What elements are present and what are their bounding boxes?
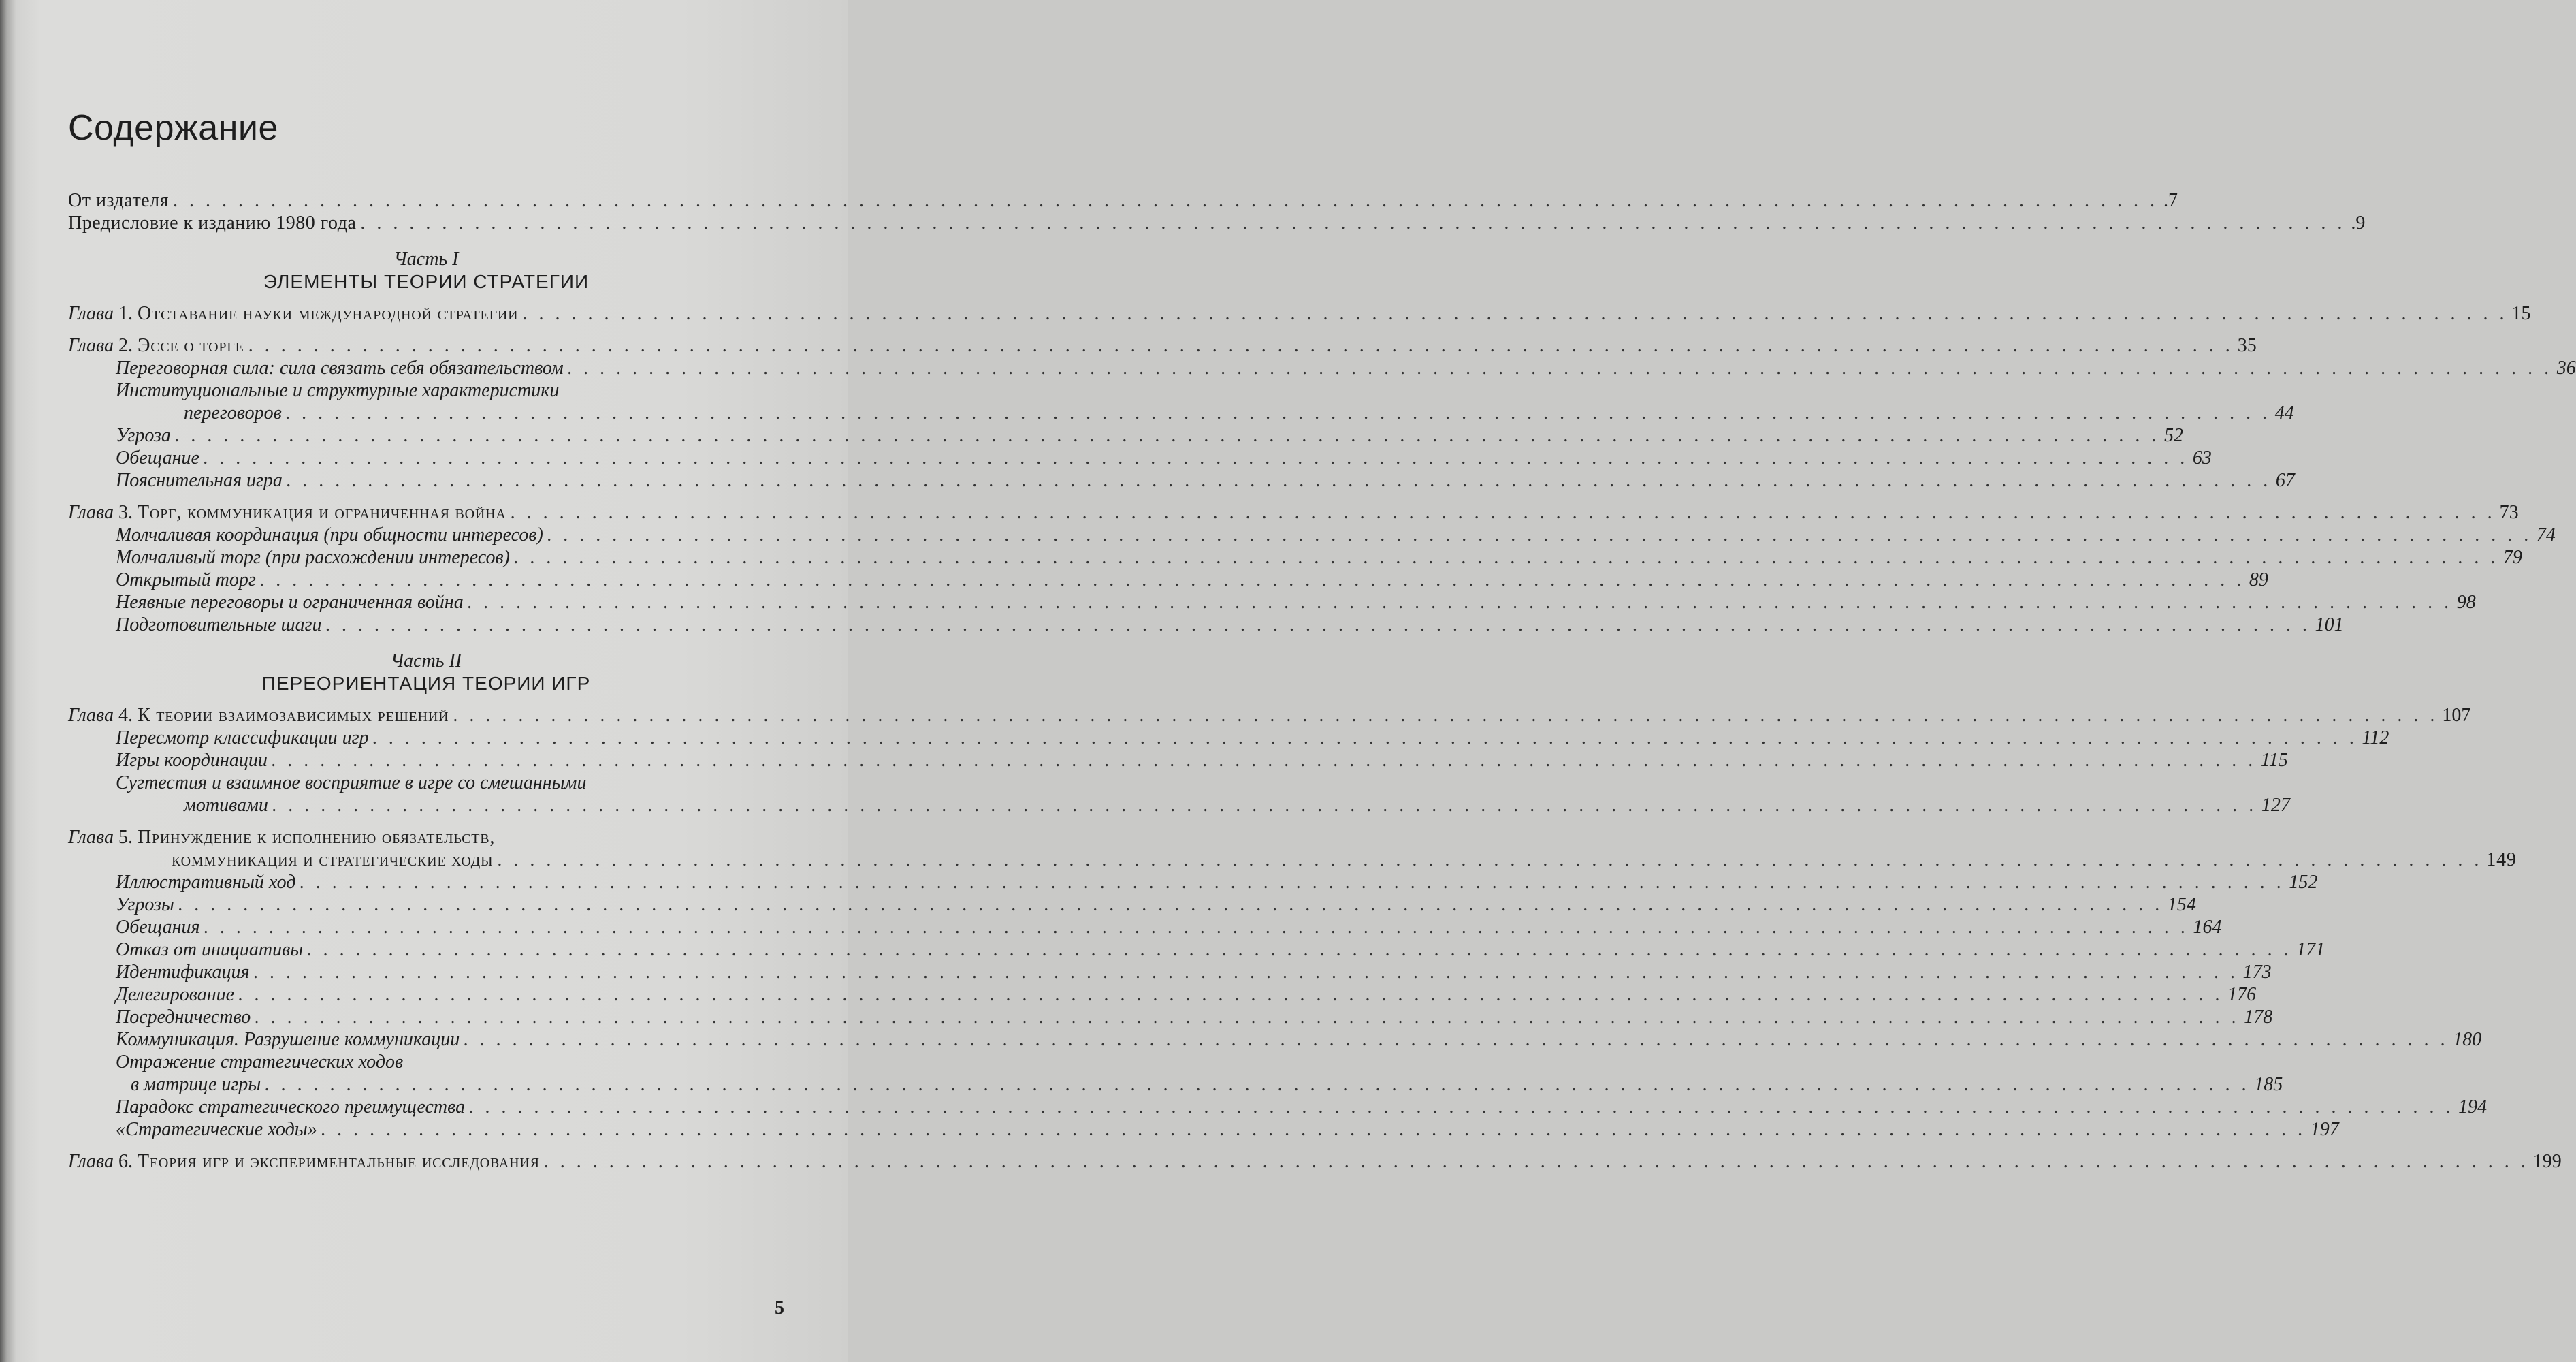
leader-dots: [568, 357, 2553, 379]
leader-dots: [272, 749, 2257, 772]
entry-page: .7: [2163, 190, 2178, 211]
section-text: «Стратегические ходы»: [116, 1119, 317, 1140]
leader-dots: [178, 893, 2163, 916]
table-of-contents: [68, 189, 2576, 1173]
section-text-line2: мотивами: [184, 795, 268, 816]
leader-dots: [464, 1028, 2449, 1051]
section-page: 127: [2261, 795, 2290, 816]
section-page: 173: [2242, 962, 2272, 983]
chapter-number: 1.: [118, 303, 133, 324]
chapter-page: 149: [2486, 849, 2517, 870]
section-text-line1: Отражение стратегических ходов: [116, 1051, 404, 1073]
leader-dots: [272, 794, 2257, 817]
chapter-5-title-line2: [68, 849, 2517, 871]
page-number: 5: [775, 1297, 784, 1318]
section-text: Делегирование: [116, 984, 235, 1005]
chapter-label: Глава: [68, 335, 114, 356]
section-text: Игры координации: [116, 750, 268, 771]
entry-text: Предисловие к изданию 1980 года: [68, 212, 357, 234]
leader-dots: [544, 1150, 2529, 1173]
chapter-2: [68, 334, 2257, 357]
chapter-number: 6.: [118, 1151, 133, 1172]
section-text: Посредничество: [116, 1007, 251, 1028]
chapter-title: Принуждение к исполнению обязательств,: [137, 827, 496, 848]
section-entry: [68, 591, 2476, 614]
chapter-page: 107: [2442, 705, 2471, 726]
section-text: Открытый торг: [116, 569, 256, 590]
leader-dots: [265, 1073, 2250, 1096]
section-text: Коммуникация. Разрушение коммуникации: [116, 1029, 460, 1050]
section-entry: [68, 727, 2389, 749]
section-page: 74: [2536, 524, 2556, 545]
section-text: Обещание: [116, 447, 199, 469]
section-page: 101: [2315, 614, 2344, 635]
section-entry: [68, 938, 2325, 961]
section-entry: [68, 402, 2294, 424]
page-title: Содержание: [68, 108, 278, 148]
section-entry: [68, 1096, 2488, 1118]
section-text: Переговорная сила: сила связать себя обязательством: [116, 358, 564, 379]
section-page: 67: [2275, 470, 2295, 491]
section-entry: [68, 1118, 2339, 1141]
leader-dots: [287, 469, 2272, 492]
section-entry: [68, 546, 2522, 569]
leader-dots: [321, 1118, 2306, 1141]
section-page: 79: [2503, 547, 2522, 568]
section-entry: [68, 983, 2257, 1006]
section-page: 176: [2227, 984, 2257, 1005]
section-text: Угроза: [116, 425, 171, 446]
section-entry: [68, 1006, 2273, 1028]
section-entry: [68, 893, 2196, 916]
section-entry: [68, 357, 2576, 379]
chapter-page: 73: [2499, 502, 2519, 523]
entry-text: От издателя: [68, 190, 169, 211]
section-entry: [68, 447, 2212, 469]
chapter-label: Глава: [68, 502, 114, 523]
section-text-line2: в матрице игры: [131, 1074, 261, 1095]
toc-entry-preface: [68, 212, 2366, 234]
chapter-4: [68, 704, 2471, 727]
section-page: 154: [2167, 894, 2196, 915]
chapter-label: Глава: [68, 705, 114, 726]
chapter-label: Глава: [68, 827, 114, 848]
section-page: 89: [2249, 569, 2268, 590]
chapter-page: 35: [2237, 335, 2257, 356]
section-page: 180: [2453, 1029, 2482, 1050]
section-text-line2: переговоров: [184, 402, 282, 424]
chapter-title-line2: коммуникация и стратегические ходы: [172, 849, 494, 870]
chapter-title: Эссе о торге: [137, 335, 244, 356]
section-page: 98: [2456, 592, 2476, 613]
chapter-title: К теории взаимозависимых решений: [137, 705, 449, 726]
leader-dots: [453, 704, 2438, 727]
part-1-label: Часть I: [393, 249, 459, 270]
chapter-label: Глава: [68, 1151, 114, 1172]
chapter-number: 4.: [118, 705, 133, 726]
chapter-label: Глава: [68, 303, 114, 324]
section-page: 197: [2310, 1119, 2339, 1140]
section-text: Иллюстративный ход: [116, 872, 296, 893]
leader-dots: [173, 189, 2158, 212]
chapter-3: [68, 501, 2519, 524]
section-entry: [68, 794, 2290, 817]
section-page: 152: [2289, 872, 2318, 893]
toc-entry-publisher: [68, 189, 2178, 212]
leader-dots: [522, 302, 2507, 325]
section-entry: [68, 614, 2344, 636]
section-text: Обещания: [116, 917, 200, 938]
section-text: Подготовительные шаги: [116, 614, 322, 635]
section-text-line1: Сугтестия и взаимное восприятие в игре со смешанными: [116, 772, 587, 793]
section-text: Пересмотр классификации игр: [116, 727, 369, 748]
section-entry: [68, 524, 2556, 546]
section-page: 36: [2556, 358, 2576, 379]
section-text: Молчаливый торг (при расхождении интересов): [116, 547, 510, 568]
section-entry: [68, 569, 2268, 591]
chapter-title: Торг, коммуникация и ограниченная война: [137, 502, 506, 523]
leader-dots: [175, 424, 2160, 447]
chapter-title: Теория игр и экспериментальные исследования: [137, 1151, 540, 1172]
leader-dots: [286, 402, 2271, 424]
chapter-5: [68, 826, 784, 849]
leader-dots: [360, 212, 2345, 234]
section-page: 178: [2244, 1007, 2273, 1028]
leader-dots: [307, 938, 2292, 961]
section-page: 115: [2260, 750, 2288, 771]
leader-dots: [204, 447, 2189, 469]
section-text-line1: Институциональные и структурные характеристики: [116, 380, 560, 401]
section-entry: [68, 469, 2295, 492]
leader-dots: [260, 569, 2245, 591]
section-text: Угрозы: [116, 894, 174, 915]
section-page: 52: [2163, 425, 2183, 446]
section-page: 194: [2458, 1096, 2488, 1118]
leader-dots: [255, 1006, 2240, 1028]
leader-dots: [514, 546, 2499, 569]
section-entry: [68, 1028, 2482, 1051]
leader-dots: [497, 849, 2482, 871]
section-entry: [68, 424, 2183, 447]
section-page: 63: [2192, 447, 2212, 469]
chapter-number: 5.: [118, 827, 133, 848]
chapter-title: Отставание науки международной стратегии: [137, 303, 519, 324]
chapter-page: 15: [2511, 303, 2531, 324]
entry-page: .9: [2351, 212, 2366, 234]
section-text: Пояснительная игра: [116, 470, 283, 491]
leader-dots: [511, 501, 2496, 524]
section-entry: [68, 871, 2318, 893]
leader-dots: [254, 961, 2239, 983]
chapter-1: [68, 302, 2531, 325]
section-entry: [68, 749, 2288, 772]
section-text: Молчаливая координация (при общности интересов): [116, 524, 543, 545]
leader-dots: [468, 591, 2453, 614]
leader-dots: [373, 727, 2358, 749]
leader-dots: [248, 334, 2234, 357]
section-page: 112: [2362, 727, 2389, 748]
chapter-number: 2.: [118, 335, 133, 356]
section-text: Неявные переговоры и ограниченная война: [116, 592, 464, 613]
part-1-title: ЭЛЕМЕНТЫ ТЕОРИИ СТРАТЕГИИ: [263, 271, 590, 292]
section-page: 164: [2193, 917, 2222, 938]
chapter-number: 3.: [118, 502, 133, 523]
section-entry: [68, 916, 2222, 938]
part-2-label: Часть II: [390, 650, 462, 671]
leader-dots: [300, 871, 2285, 893]
leader-dots: [204, 916, 2189, 938]
section-text: Идентификация: [116, 962, 250, 983]
section-text: Отказ от инициативы: [116, 939, 304, 960]
leader-dots: [547, 524, 2532, 546]
section-page: 171: [2296, 939, 2325, 960]
section-entry: [68, 961, 2272, 983]
section-page: 44: [2274, 402, 2294, 424]
section-page: 185: [2254, 1074, 2283, 1095]
section-text: Парадокс стратегического преимущества: [116, 1096, 466, 1118]
chapter-page: 199: [2532, 1151, 2562, 1172]
chapter-6: [68, 1150, 2562, 1173]
leader-dots: [469, 1096, 2454, 1118]
leader-dots: [326, 614, 2311, 636]
leader-dots: [238, 983, 2223, 1006]
part-2-title: ПЕРЕОРИЕНТАЦИЯ ТЕОРИИ ИГР: [261, 673, 591, 694]
section-entry: [68, 1073, 2283, 1096]
